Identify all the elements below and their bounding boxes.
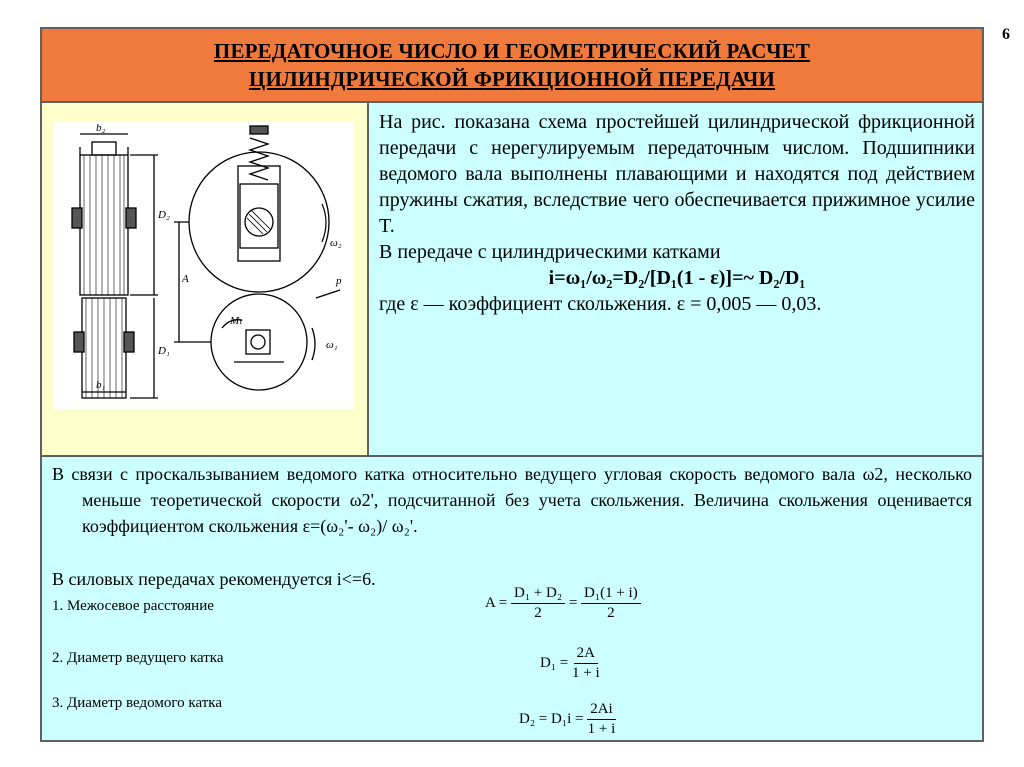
friction-drive-drawing (54, 122, 354, 409)
formula-A-den1: 2 (534, 605, 542, 621)
formula-A-fraction-2 (581, 585, 641, 622)
ratio-recommendation: В силовых передачах рекомендуется i<=6. (52, 569, 376, 589)
page-number: 6 (1002, 26, 1010, 43)
formula-D1-num: 2A (574, 645, 598, 664)
label-D2: D₂ (158, 209, 170, 221)
item-center-distance: 1. Межосевое расстояние (52, 598, 214, 614)
drawing-svg (54, 122, 354, 409)
formula-A-den2: 2 (607, 605, 615, 621)
item-driven-diameter: 3. Диаметр ведомого катка (52, 695, 222, 711)
label-omega2: ω₂ (330, 237, 342, 249)
intro-paragraph-1: На рис. показана схема простейшей цилиндрической фрикционной передачи с нерегулируемым передаточным числом. Подшипники ведомого вала выполнены плавающими и находятся под действием пружины сжатия, вследствие чего обеспечивается прижимное усилие T. (379, 111, 975, 237)
formula-D1-fraction (572, 645, 600, 682)
slip-paragraph: В связи с проскальзыванием ведомого катка относительно ведущего угловая скорость ведомого вала ω2, несколько меньше теоретической скорости ω2', подсчитанной без учета скольжения. Величина скольжения оценивается коэффициентом скольжения ε=(ω₂'- ω₂)/ ω₂'. (52, 464, 972, 536)
item-driving-diameter: 2. Диаметр ведущего катка (52, 650, 224, 666)
formula-center-distance (485, 585, 641, 622)
label-b2: b₂ (96, 122, 106, 134)
slide-frame (40, 27, 984, 742)
gear-ratio-formula: i=ω₁/ω₂=D₂/[D₁(1 - ε)]=~ D₂/D₁ (548, 267, 806, 289)
title-line-2: ЦИЛИНДРИЧЕСКОЙ ФРИКЦИОННОЙ ПЕРЕДАЧИ (248, 67, 776, 91)
slip-coefficient-note: где ε — коэффициент скольжения. ε = 0,005 — 0,03. (379, 293, 822, 315)
title-bar (42, 29, 982, 103)
formula-D1-den: 1 + i (572, 665, 600, 681)
intro-paragraph-2: В передаче с цилиндрическими катками (379, 241, 721, 263)
formula-D1-lhs: D₁ = (540, 654, 569, 671)
intro-panel (369, 103, 982, 457)
label-A: A (182, 273, 189, 285)
figure-panel (42, 103, 369, 457)
upper-bearing-right (126, 208, 136, 228)
upper-bearing-left (72, 208, 82, 228)
formula-D2-num: 2Ai (587, 701, 616, 720)
upper-shaft-end (92, 142, 116, 155)
intro-text (379, 109, 975, 317)
label-D1: D₁ (158, 345, 170, 357)
label-Mt: Mₜ (230, 315, 243, 327)
formula-D2-fraction (587, 701, 616, 738)
formula-D2-lhs: D₂ = D₁i = (519, 710, 584, 727)
driven-roller-side (80, 155, 128, 295)
label-omega1: ω₁ (326, 339, 338, 351)
formula-D2-den: 1 + i (587, 721, 616, 737)
title-line-1: ПЕРЕДАТОЧНОЕ ЧИСЛО И ГЕОМЕТРИЧЕСКИЙ РАСЧЕТ (213, 39, 811, 63)
label-b1: b₁ (96, 379, 106, 391)
formula-A-num2: D₁(1 + i) (581, 585, 641, 604)
formula-A-num1: D₁ + D₂ (511, 585, 565, 604)
lower-bearing-left (74, 332, 84, 352)
formula-A-fraction-1 (511, 585, 565, 622)
lower-bearing-right (124, 332, 134, 352)
formula-driving-diameter (540, 645, 600, 682)
formula-driven-diameter (519, 701, 616, 738)
formula-A-eq: = (568, 594, 578, 611)
calculation-panel (42, 457, 982, 740)
label-p: p (336, 275, 342, 287)
formula-A-lhs: A = (485, 594, 508, 611)
